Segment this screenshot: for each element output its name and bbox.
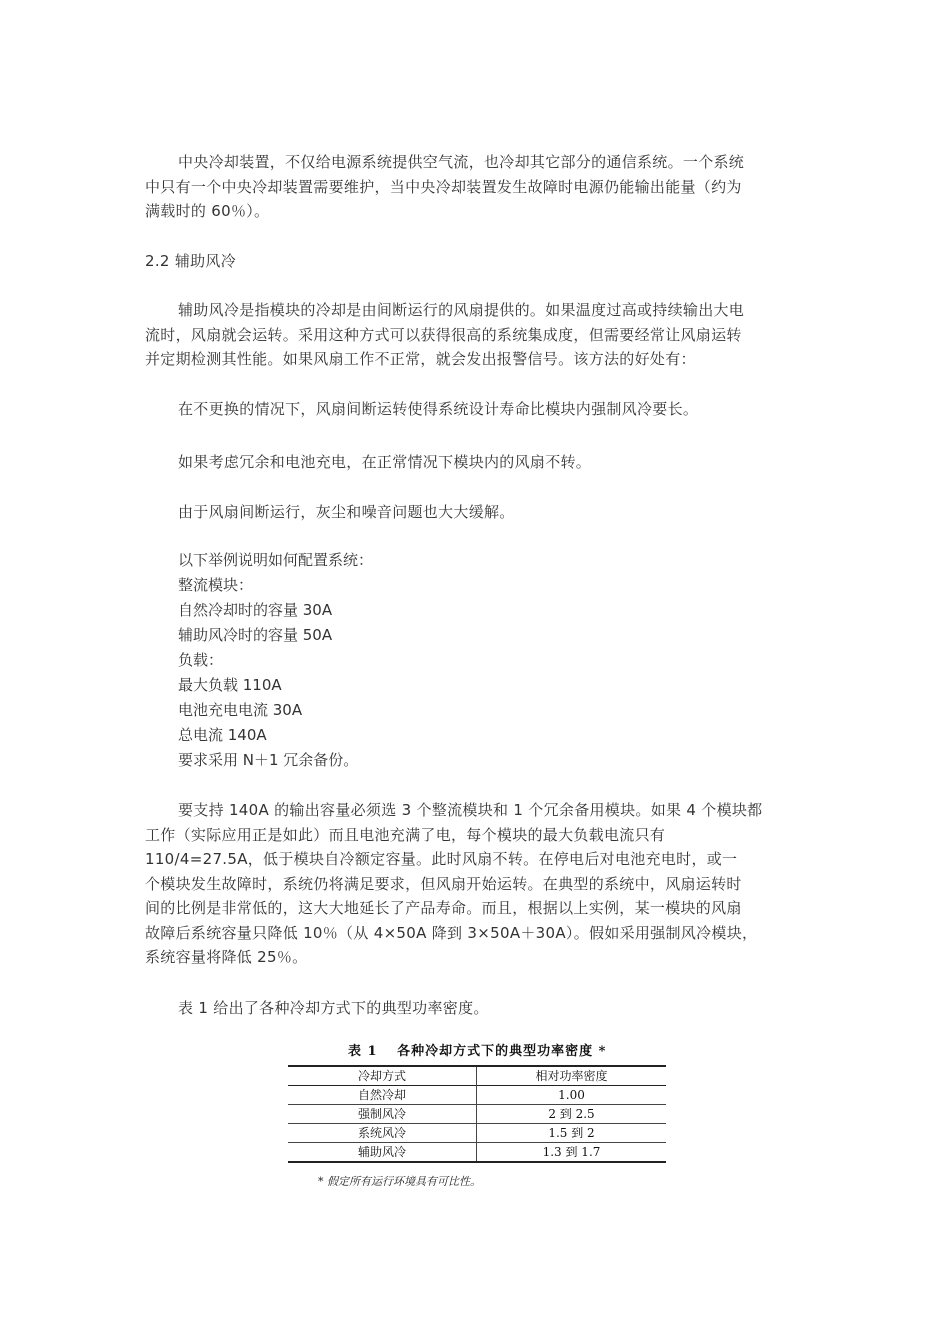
table-cell: 辅助风冷 (288, 1143, 477, 1163)
text-line: 中央冷却装置，不仅给电源系统提供空气流，也冷却其它部分的通信系统。一个系统 (178, 153, 745, 171)
table-cell: 2 到 2.5 (548, 1107, 595, 1121)
list-item: 总电流 140A (178, 726, 267, 744)
list-item: 要求采用 N＋1 冗余备份。 (178, 751, 359, 769)
table-cell: 自然冷却 (288, 1086, 477, 1105)
table-row (288, 1086, 666, 1105)
text-line: 个模块发生故障时，系统仍将满足要求，但风扇开始运转。在典型的系统中，风扇运转时 (145, 874, 742, 893)
text-line: 中只有一个中央冷却装置需要维护，当中央冷却装置发生故障时电源仍能输出能量（约为 (145, 177, 742, 196)
text-line: 并定期检测其性能。如果风扇工作不正常，就会发出报警信号。该方法的好处有： (145, 350, 696, 368)
column-header: 相对功率密度 (535, 1069, 608, 1083)
benefit-2: 如果考虑冗余和电池充电，在正常情况下模块内的风扇不转。 (178, 453, 592, 471)
list-item: 辅助风冷时的容量 50A (178, 626, 333, 644)
column-header: 冷却方式 (288, 1066, 477, 1086)
table-row (288, 1124, 666, 1143)
text-line: 满载时的 60％）。 (145, 202, 270, 220)
table-cell: 1.5 到 2 (548, 1126, 595, 1140)
section-heading: 2.2 辅助风冷 (145, 252, 237, 270)
list-item: 电池充电电流 30A (178, 701, 303, 719)
list-item: 整流模块： (178, 576, 254, 594)
text-line: 工作（实际应用正是如此）而且电池充满了电，每个模块的最大负载电流只有 (145, 825, 666, 844)
list-item: 自然冷却时的容量 30A (178, 601, 333, 619)
text-line: 间的比例是非常低的，这大大地延长了产品寿命。而且，根据以上实例，某一模块的风扇 (145, 899, 742, 917)
paragraph-auxiliary-cooling (145, 298, 805, 372)
table-footnote: * 假定所有运行环境具有可比性。 (318, 1175, 481, 1188)
text-line: 110/4=27.5A，低于模块自冷额定容量。此时风扇不转。在停电后对电池充电时，或一 (145, 850, 738, 868)
list-item: 最大负载 110A (178, 676, 282, 694)
power-density-table (288, 1065, 666, 1163)
table-cell: 系统风冷 (288, 1124, 477, 1143)
table-row (288, 1105, 666, 1124)
table-cell: 1.00 (558, 1088, 585, 1102)
list-item: 以下举例说明如何配置系统： (178, 551, 374, 569)
table-caption: 表 1 各种冷却方式下的典型功率密度 * (348, 1044, 607, 1059)
list-item: 负载： (178, 651, 224, 669)
paragraph-central-cooling (145, 150, 805, 224)
text-line: 故障后系统容量只降低 10％（从 4×50A 降到 3×50A＋30A）。假如采用强制风冷模块， (145, 923, 758, 942)
table-header-row (288, 1066, 666, 1086)
text-line: 辅助风冷是指模块的冷却是由间断运行的风扇提供的。如果温度过高或持续输出大电 (178, 301, 745, 319)
paragraph-example-analysis (145, 798, 805, 970)
text-line: 系统容量将降低 25％。 (145, 948, 308, 966)
table-cell: 强制风冷 (288, 1105, 477, 1124)
table-row (288, 1143, 666, 1163)
benefit-1: 在不更换的情况下，风扇间断运转使得系统设计寿命比模块内强制风冷要长。 (178, 400, 699, 418)
example-list (178, 548, 373, 773)
text-line: 要支持 140A 的输出容量必须选 3 个整流模块和 1 个冗余备用模块。如果 4 个模块都 (178, 801, 763, 819)
text-line: 流时，风扇就会运转。采用这种方式可以获得很高的系统集成度，但需要经常让风扇运转 (145, 325, 742, 344)
paragraph-table-intro: 表 1 给出了各种冷却方式下的典型功率密度。 (178, 999, 489, 1017)
benefit-3: 由于风扇间断运行，灰尘和噪音问题也大大缓解。 (178, 503, 515, 521)
table-cell: 1.3 到 1.7 (542, 1145, 601, 1159)
